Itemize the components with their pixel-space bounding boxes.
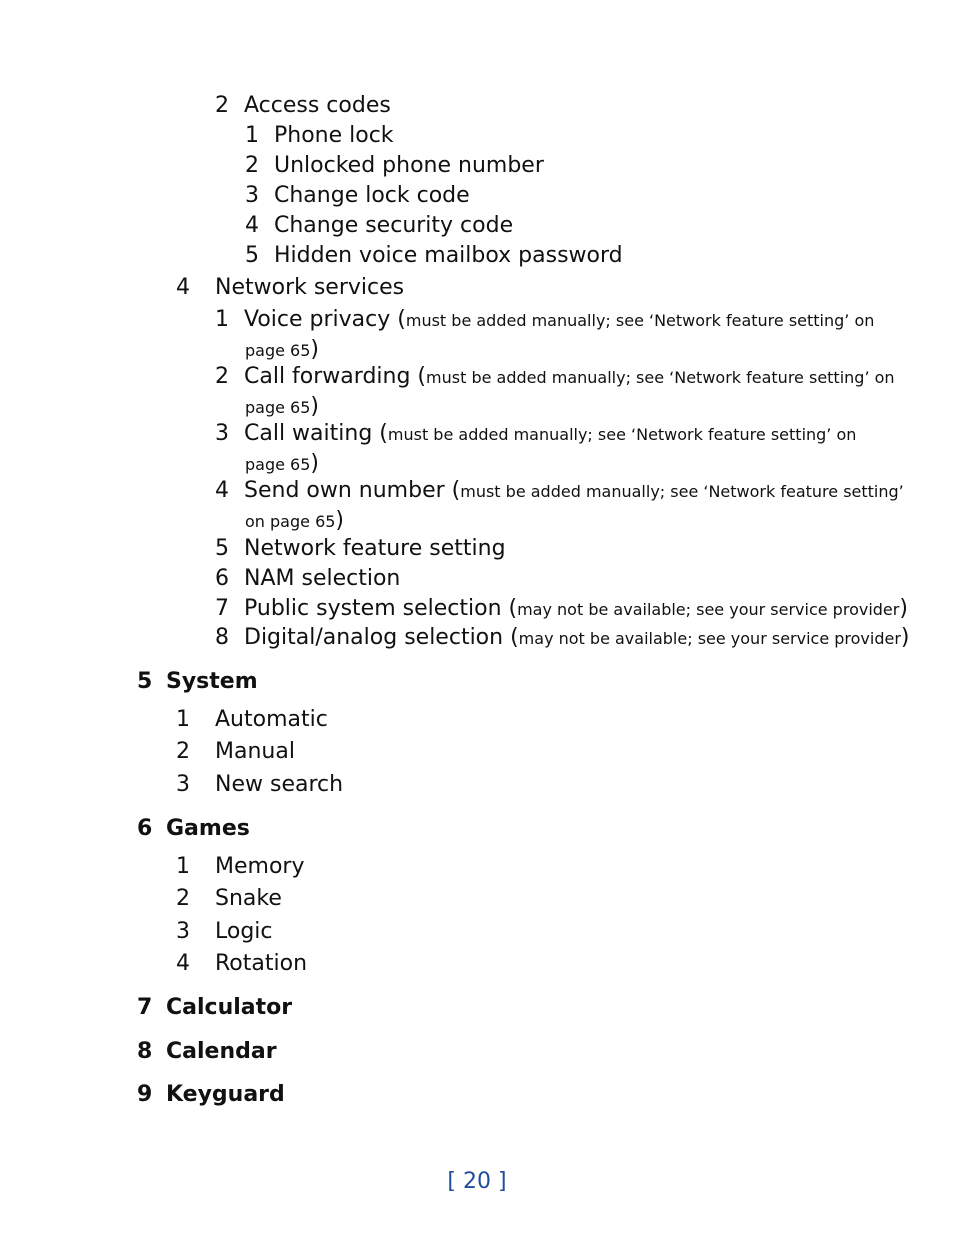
item-label: Call forwarding	[244, 364, 411, 389]
item-number: 1	[215, 307, 229, 332]
menu-heading-calculator	[137, 993, 292, 1023]
item-number: 1	[176, 707, 190, 732]
item-label: Call waiting	[244, 421, 373, 446]
item-label: Access codes	[244, 93, 391, 118]
item-label: Change security code	[274, 213, 514, 238]
item-label: Keyguard	[166, 1082, 285, 1107]
item-label: NAM selection	[244, 566, 401, 591]
submenu-item-unlocked-phone-number	[245, 151, 544, 181]
item-note-continuation: page 65)	[245, 451, 319, 476]
menu-heading-keyguard	[137, 1080, 285, 1110]
item-label: Automatic	[215, 707, 328, 732]
item-label: Hidden voice mailbox password	[274, 243, 623, 268]
submenu-item-memory	[176, 852, 304, 882]
item-note-continuation: page 65)	[245, 394, 319, 419]
item-number: 7	[137, 995, 153, 1020]
page-number: [ 20 ]	[447, 1169, 507, 1194]
item-note-cont: page 65	[245, 455, 311, 474]
item-note-cont: on page 65	[245, 512, 336, 531]
item-label: New search	[215, 772, 344, 797]
item-note: may not be available; see your service provider	[517, 600, 900, 619]
item-number: 3	[215, 421, 229, 446]
item-number: 6	[137, 816, 153, 841]
submenu-item-network-feature-setting	[215, 534, 506, 564]
item-label: System	[166, 669, 258, 694]
item-number: 7	[215, 596, 229, 621]
item-number: 6	[215, 566, 229, 591]
item-label: Memory	[215, 854, 305, 879]
item-label: Send own number	[244, 478, 445, 503]
item-number: 4	[245, 213, 259, 238]
item-number: 2	[215, 93, 229, 118]
item-note: must be added manually; see ‘Network feature setting’ on	[387, 425, 857, 444]
submenu-item-rotation	[176, 949, 307, 979]
submenu-item-change-security-code	[245, 211, 513, 241]
item-note: must be added manually; see ‘Network feature setting’	[460, 482, 904, 501]
submenu-item-manual	[176, 737, 295, 767]
item-label: Phone lock	[274, 123, 394, 148]
item-number: 9	[137, 1082, 153, 1107]
item-label: Voice privacy	[244, 307, 391, 332]
item-note: must be added manually; see ‘Network feature setting’ on	[426, 368, 895, 387]
submenu-item-change-lock-code	[245, 181, 470, 211]
menu-heading-games	[137, 814, 250, 844]
submenu-item-send-own-number: 4 Send own number (must be added manually; see ‘Network feature setting’	[215, 476, 904, 507]
item-number: 5	[137, 669, 153, 694]
item-number: 1	[245, 123, 259, 148]
item-note-continuation: page 65)	[245, 337, 319, 362]
submenu-item-call-forwarding: 2 Call forwarding (must be added manually; see ‘Network feature setting’ on	[215, 362, 895, 393]
submenu-item-hidden-voice-mailbox-password	[245, 241, 623, 271]
item-label: Calculator	[166, 995, 293, 1020]
submenu-item-snake	[176, 884, 282, 914]
item-label: Unlocked phone number	[274, 153, 544, 178]
item-label: Public system selection	[244, 596, 502, 621]
item-number: 8	[137, 1039, 153, 1064]
item-label: Rotation	[215, 951, 308, 976]
item-note-continuation: on page 65)	[245, 508, 345, 533]
item-label: Manual	[215, 739, 295, 764]
submenu-item-logic	[176, 917, 273, 947]
item-number: 4	[215, 478, 229, 503]
menu-item-network-services	[176, 273, 404, 303]
item-note-cont: page 65	[245, 341, 311, 360]
item-label: Snake	[215, 886, 282, 911]
submenu-item-automatic	[176, 705, 328, 735]
menu-heading-system	[137, 667, 258, 697]
item-label: Logic	[215, 919, 273, 944]
item-label: Network feature setting	[244, 536, 506, 561]
item-number: 2	[245, 153, 259, 178]
item-number: 3	[245, 183, 259, 208]
menu-heading-calendar	[137, 1037, 277, 1067]
item-note: may not be available; see your service provider	[518, 629, 901, 648]
item-number: 3	[176, 772, 190, 797]
menu-item-access-codes	[215, 91, 391, 121]
item-number: 5	[215, 536, 229, 561]
item-note: must be added manually; see ‘Network feature setting’ on	[405, 311, 875, 330]
item-number: 2	[176, 886, 190, 911]
submenu-item-public-system-selection: 7 Public system selection (may not be available; see your service provider)	[215, 594, 908, 625]
item-number: 2	[215, 364, 229, 389]
item-number: 3	[176, 919, 190, 944]
item-note-cont: page 65	[245, 398, 311, 417]
item-number: 1	[176, 854, 190, 879]
submenu-item-digital-analog-selection: 8 Digital/analog selection (may not be available; see your service provider)	[215, 623, 910, 654]
item-label: Calendar	[166, 1039, 277, 1064]
item-label: Digital/analog selection	[244, 625, 504, 650]
item-label: Games	[166, 816, 250, 841]
item-number: 4	[176, 951, 190, 976]
submenu-item-call-waiting: 3 Call waiting (must be added manually; see ‘Network feature setting’ on	[215, 419, 856, 450]
submenu-item-phone-lock	[245, 121, 394, 151]
submenu-item-nam-selection	[215, 564, 400, 594]
item-label: Change lock code	[274, 183, 470, 208]
submenu-item-voice-privacy: 1 Voice privacy (must be added manually; see ‘Network feature setting’ on	[215, 305, 874, 336]
item-number: 4	[176, 275, 190, 300]
item-number: 8	[215, 625, 229, 650]
item-number: 2	[176, 739, 190, 764]
submenu-item-new-search	[176, 770, 343, 800]
item-label: Network services	[215, 275, 405, 300]
item-number: 5	[245, 243, 259, 268]
